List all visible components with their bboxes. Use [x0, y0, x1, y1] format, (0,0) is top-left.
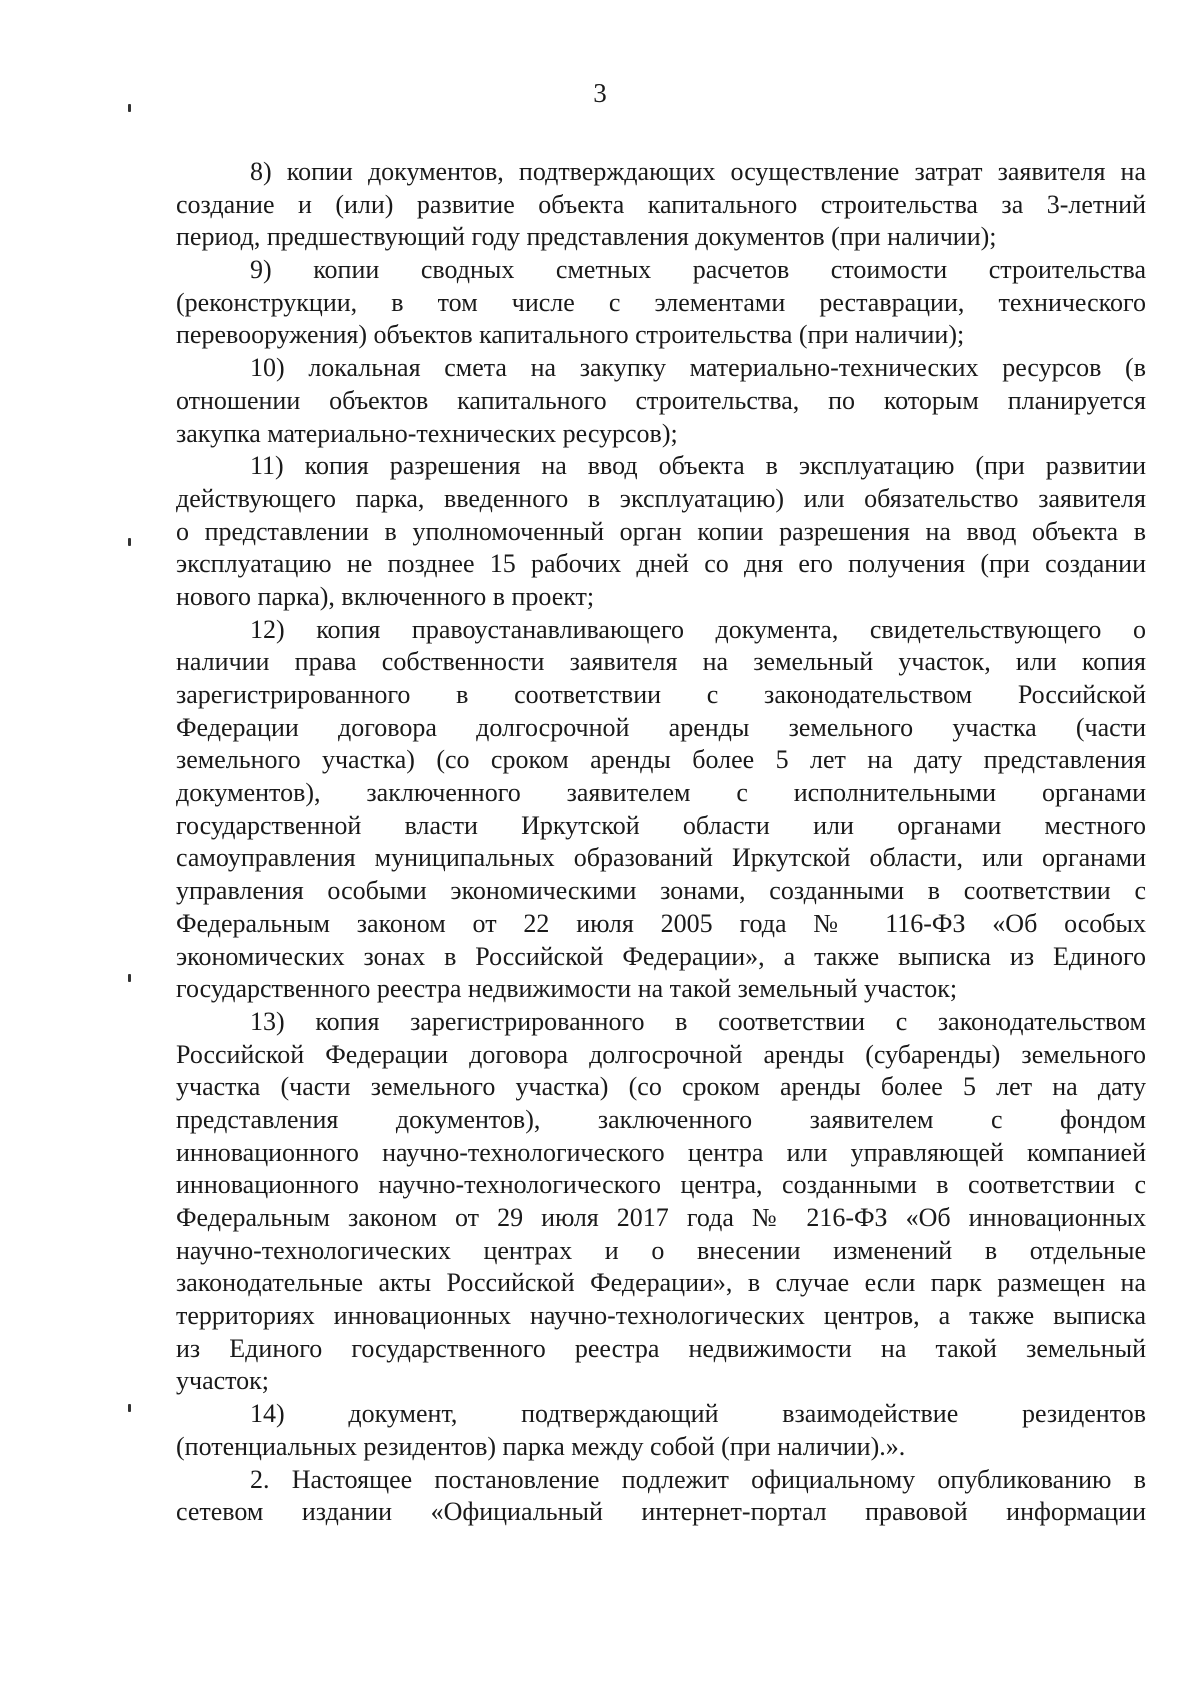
text-line: 11) копия разрешения на ввод объекта в эксплуатацию (при развитии: [250, 451, 1146, 481]
text-line: из Единого государственного реестра недвижимости на такой земельный: [176, 1333, 1146, 1363]
text-line: участок;: [176, 1366, 270, 1396]
margin-mark-2: [128, 538, 131, 546]
text-line: создание и (или) развитие объекта капитального строительства за 3-летний: [176, 189, 1146, 219]
text-line: государственного реестра недвижимости на такой земельный участок;: [176, 974, 958, 1004]
text-line: перевооружения) объектов капитального строительства (при наличии);: [176, 320, 965, 350]
text-line: самоуправления муниципальных образований Иркутской области, или органами: [176, 843, 1146, 873]
text-line: законодательные акты Российской Федерации», в случае если парк размещен на: [176, 1268, 1146, 1298]
text-line: управления особыми экономическими зонами, созданными в соответствии с: [176, 876, 1146, 906]
text-line: (потенциальных резидентов) парка между собой (при наличии).».: [176, 1431, 906, 1461]
text-line: о представлении в уполномоченный орган копии разрешения на ввод объекта в: [176, 516, 1146, 546]
text-line: 8) копии документов, подтверждающих осуществление затрат заявителя на: [250, 157, 1146, 186]
text-line: нового парка), включенного в проект;: [176, 581, 595, 611]
page-number: 3: [593, 78, 607, 108]
text-line: земельного участка) (со сроком аренды более 5 лет на дату представления: [176, 745, 1146, 775]
text-line: эксплуатацию не позднее 15 рабочих дней со дня его получения (при создании: [176, 549, 1146, 579]
text-line: 13) копия зарегистрированного в соответствии с законодательством: [250, 1006, 1146, 1036]
text-line: Федерации договора долгосрочной аренды земельного участка (части: [176, 712, 1146, 742]
margin-mark-4: [128, 1404, 131, 1412]
text-line: участка (части земельного участка) (со сроком аренды более 5 лет на дату: [176, 1072, 1146, 1102]
text-line: инновационного научно-технологического центра, созданными в соответствии с: [176, 1170, 1146, 1200]
text-line: территориях инновационных научно-технологических центров, а также выписка: [176, 1301, 1146, 1331]
text-line: зарегистрированного в соответствии с законодательством Российской: [176, 680, 1146, 709]
text-line: государственной власти Иркутской области или органами местного: [176, 810, 1146, 840]
margin-mark-3: [128, 974, 131, 982]
text-line: действующего парка, введенного в эксплуатацию) или обязательство заявителя: [176, 483, 1146, 513]
margin-mark-1: [128, 104, 131, 112]
text-line: Федеральным законом от 29 июля 2017 года № 216-ФЗ «Об инновационных: [176, 1203, 1146, 1232]
text-line: 2. Настоящее постановление подлежит официальному опубликованию в: [250, 1464, 1146, 1494]
text-line: Федеральным законом от 22 июля 2005 года № 116-ФЗ «Об особых: [176, 908, 1146, 938]
text-line: наличии права собственности заявителя на земельный участок, или копия: [176, 647, 1146, 677]
text-line: представления документов), заключенного заявителем с фондом: [176, 1104, 1146, 1134]
text-line: отношении объектов капитального строительства, по которым планируется: [176, 385, 1146, 415]
text-line: сетевом издании «Официальный интернет-портал правовой информации: [176, 1497, 1146, 1527]
text-line: закупка материально-технических ресурсов);: [176, 418, 678, 448]
text-line: 14) документ, подтверждающий взаимодействие резидентов: [250, 1399, 1146, 1429]
text-line: (реконструкции, в том числе с элементами реставрации, технического: [176, 287, 1146, 317]
text-line: 9) копии сводных сметных расчетов стоимости строительства: [250, 255, 1146, 285]
text-line: экономических зонах в Российской Федерации», а также выписка из Единого: [176, 941, 1146, 971]
text-line: научно-технологических центрах и о внесении изменений в отдельные: [176, 1235, 1146, 1265]
text-line: период, предшествующий году представления документов (при наличии);: [176, 222, 997, 252]
document-body: [176, 156, 1146, 1529]
text-line: Российской Федерации договора долгосрочной аренды (субаренды) земельного: [176, 1039, 1146, 1069]
text-line: документов), заключенного заявителем с исполнительными органами: [176, 778, 1146, 808]
text-line: инновационного научно-технологического центра или управляющей компанией: [176, 1137, 1146, 1167]
text-line: 12) копия правоустанавливающего документа, свидетельствующего о: [250, 614, 1146, 644]
text-line: 10) локальная смета на закупку материально-технических ресурсов (в: [250, 353, 1146, 383]
